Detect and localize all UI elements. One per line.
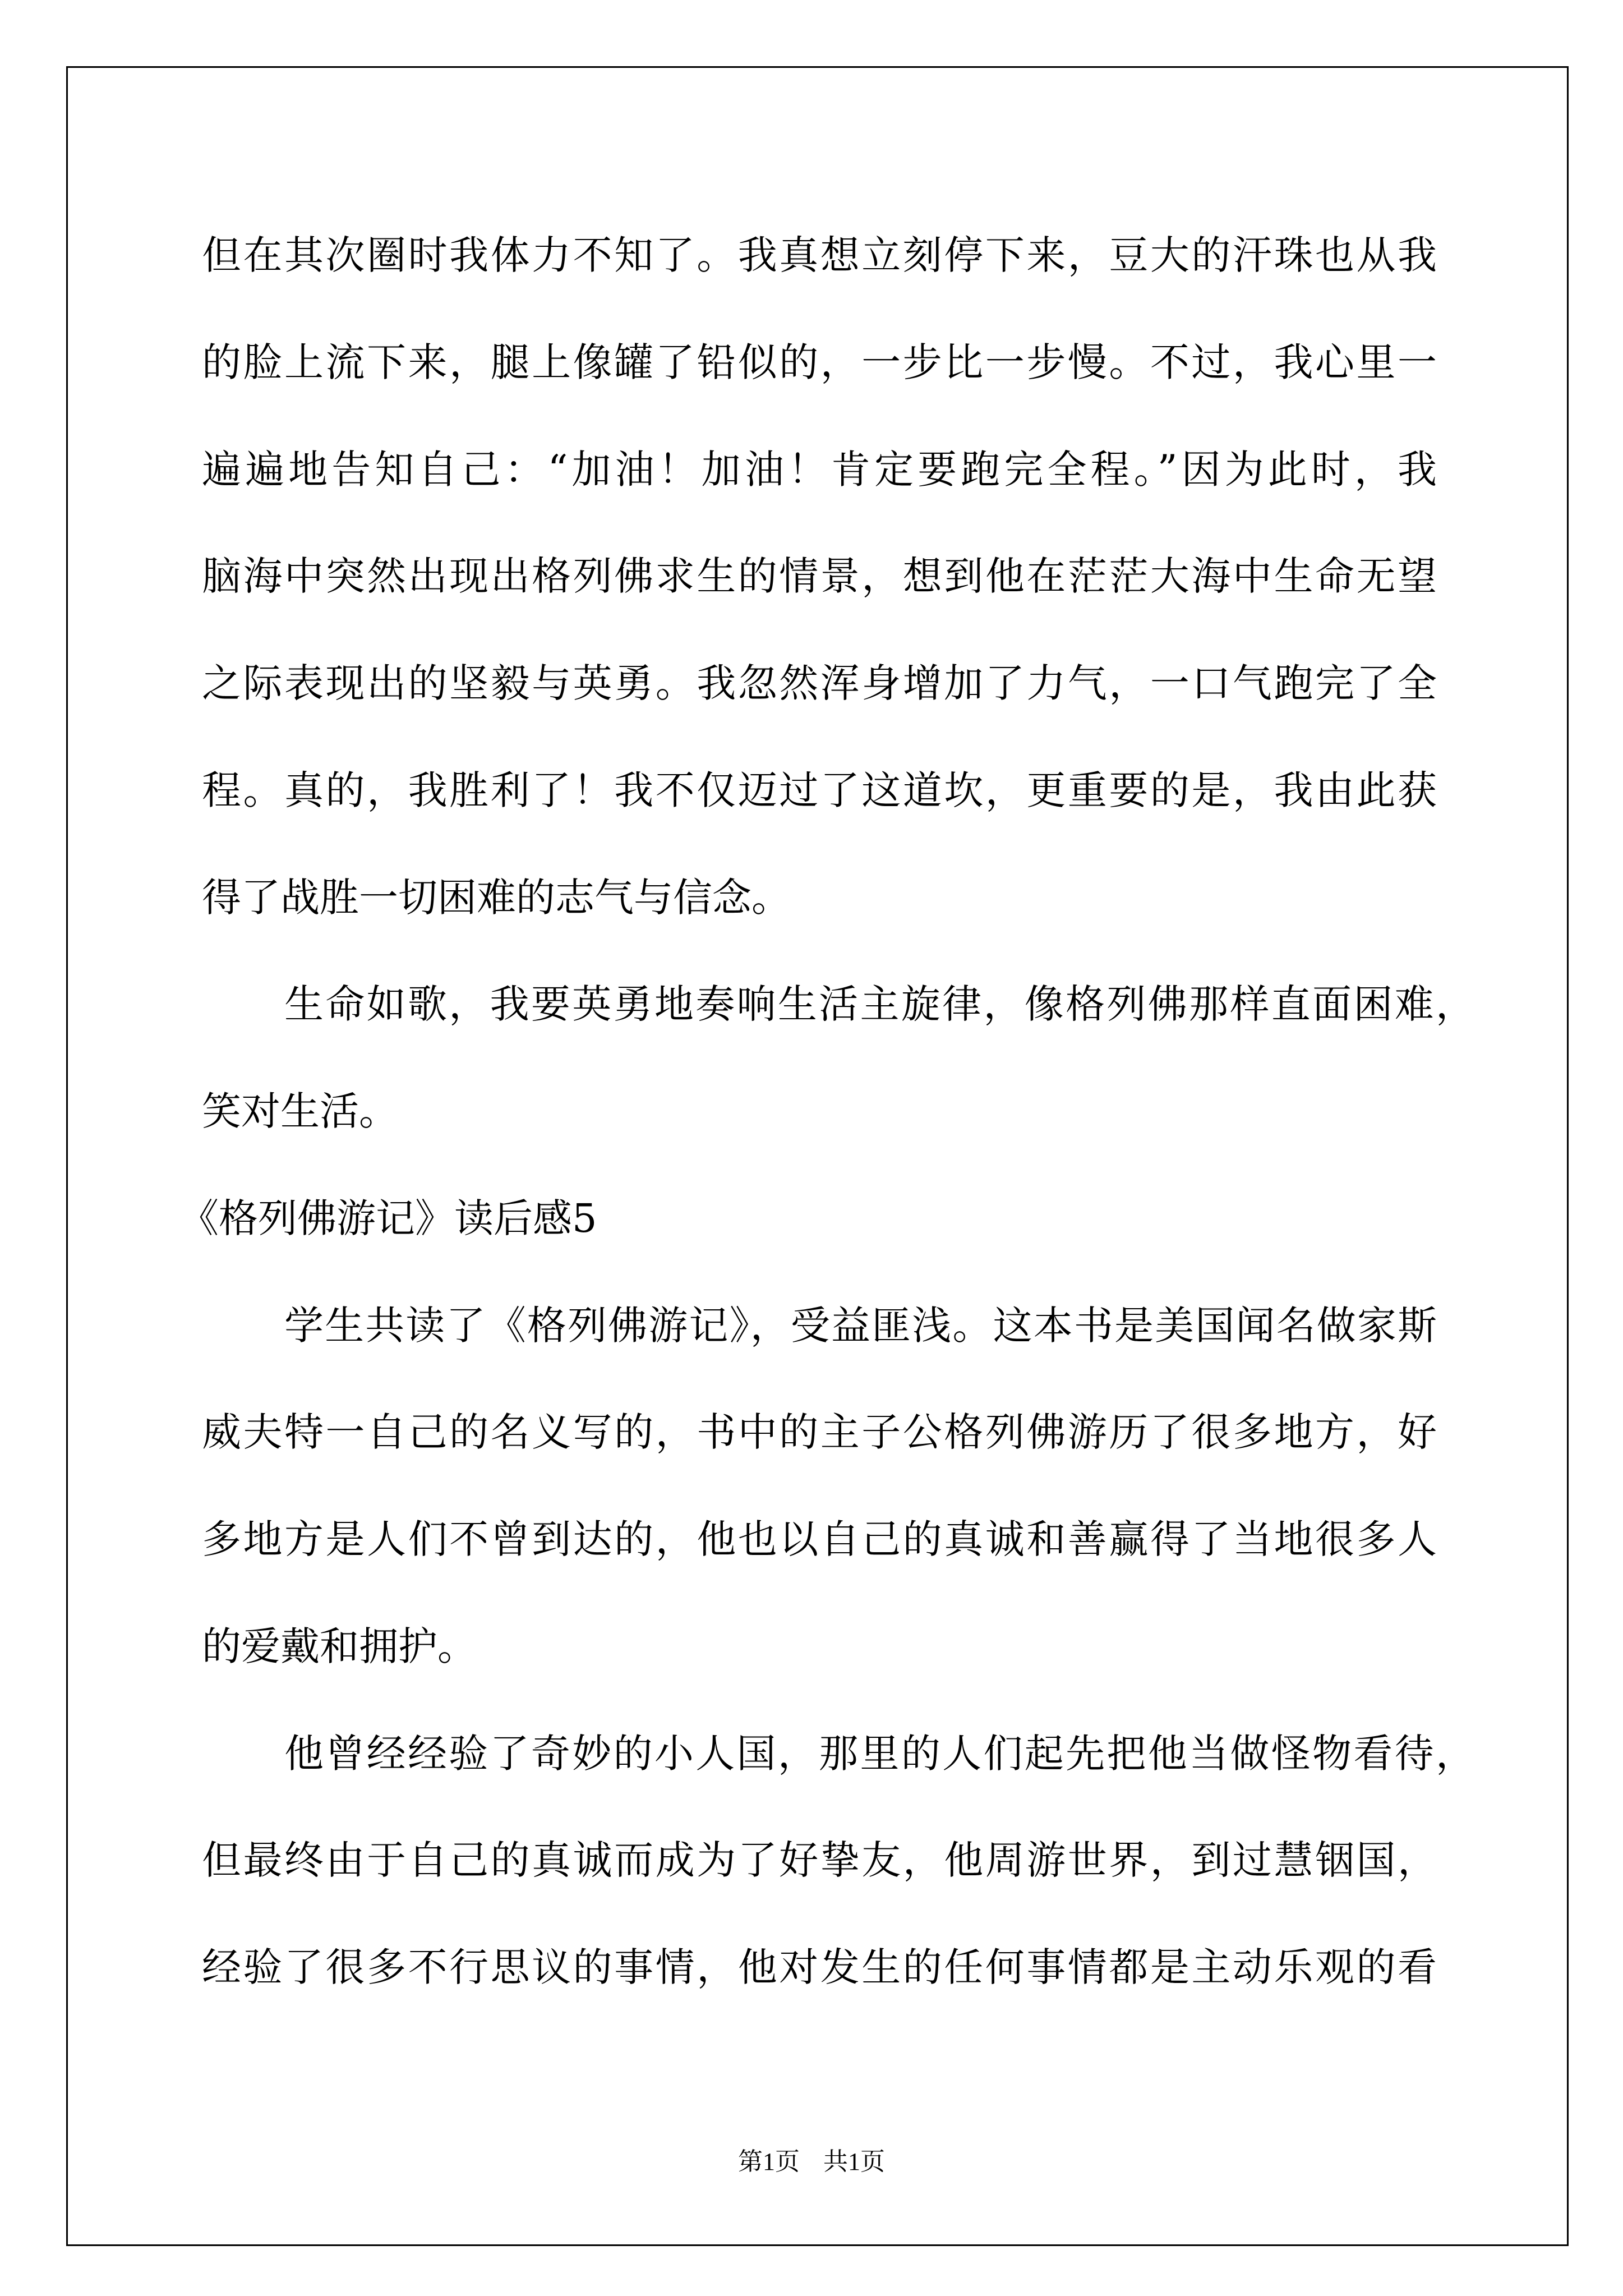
text-line: 生命如歌，我要英勇地奏响生活主旋律，像格列佛那样直面困难， [284, 981, 1475, 1028]
document-body [179, 202, 1475, 2021]
text-line: 之际表现出的坚毅与英勇。我忽然浑身增加了力气，一口气跑完了全 [202, 660, 1437, 706]
paragraph [202, 1272, 1437, 1700]
text-line: 笑对生活。 [202, 1088, 398, 1134]
text-line: 但最终由于自己的真诚而成为了好挚友，他周游世界，到过慧铟国， [202, 1837, 1437, 1884]
page-number: 第1页 [738, 2148, 800, 2175]
text-line: 得了战胜一切困难的志气与信念。 [202, 874, 791, 921]
paragraph [202, 951, 1475, 1165]
section-heading: 《格列佛游记》读后感5 [179, 1195, 597, 1241]
text-line: 多地方是人们不曾到达的，他也以自己的真诚和善赢得了当地很多人 [202, 1516, 1437, 1562]
text-line: 威夫特一自己的名义写的，书中的主子公格列佛游历了很多地方，好 [202, 1409, 1437, 1456]
page-footer [0, 2145, 1623, 2179]
text-line: 但在其次圈时我体力不知了。我真想立刻停下来，豆大的汗珠也从我 [202, 232, 1437, 278]
paragraph [202, 1700, 1475, 2021]
text-line: 的爱戴和拥护。 [202, 1623, 477, 1669]
page-total: 共1页 [823, 2148, 885, 2175]
text-line: 脑海中突然出现出格列佛求生的情景，想到他在茫茫大海中生命无望 [202, 553, 1437, 600]
text-line: 程。真的，我胜利了！我不仅迈过了这道坎，更重要的是，我由此获 [202, 767, 1437, 813]
text-line: 遍遍地告知自己：“加油！加油！肯定要跑完全程。”因为此时，我 [202, 446, 1437, 493]
text-line: 的脸上流下来，腿上像罐了铅似的，一步比一步慢。不过，我心里一 [202, 339, 1437, 385]
text-line: 他曾经经验了奇妙的小人国，那里的人们起先把他当做怪物看待， [284, 1730, 1475, 1777]
paragraph [202, 202, 1437, 951]
text-line: 经验了很多不行思议的事情，他对发生的任何事情都是主动乐观的看 [202, 1944, 1437, 1990]
text-line: 学生共读了《格列佛游记》，受益匪浅。这本书是美国闻名做家斯 [284, 1302, 1437, 1349]
